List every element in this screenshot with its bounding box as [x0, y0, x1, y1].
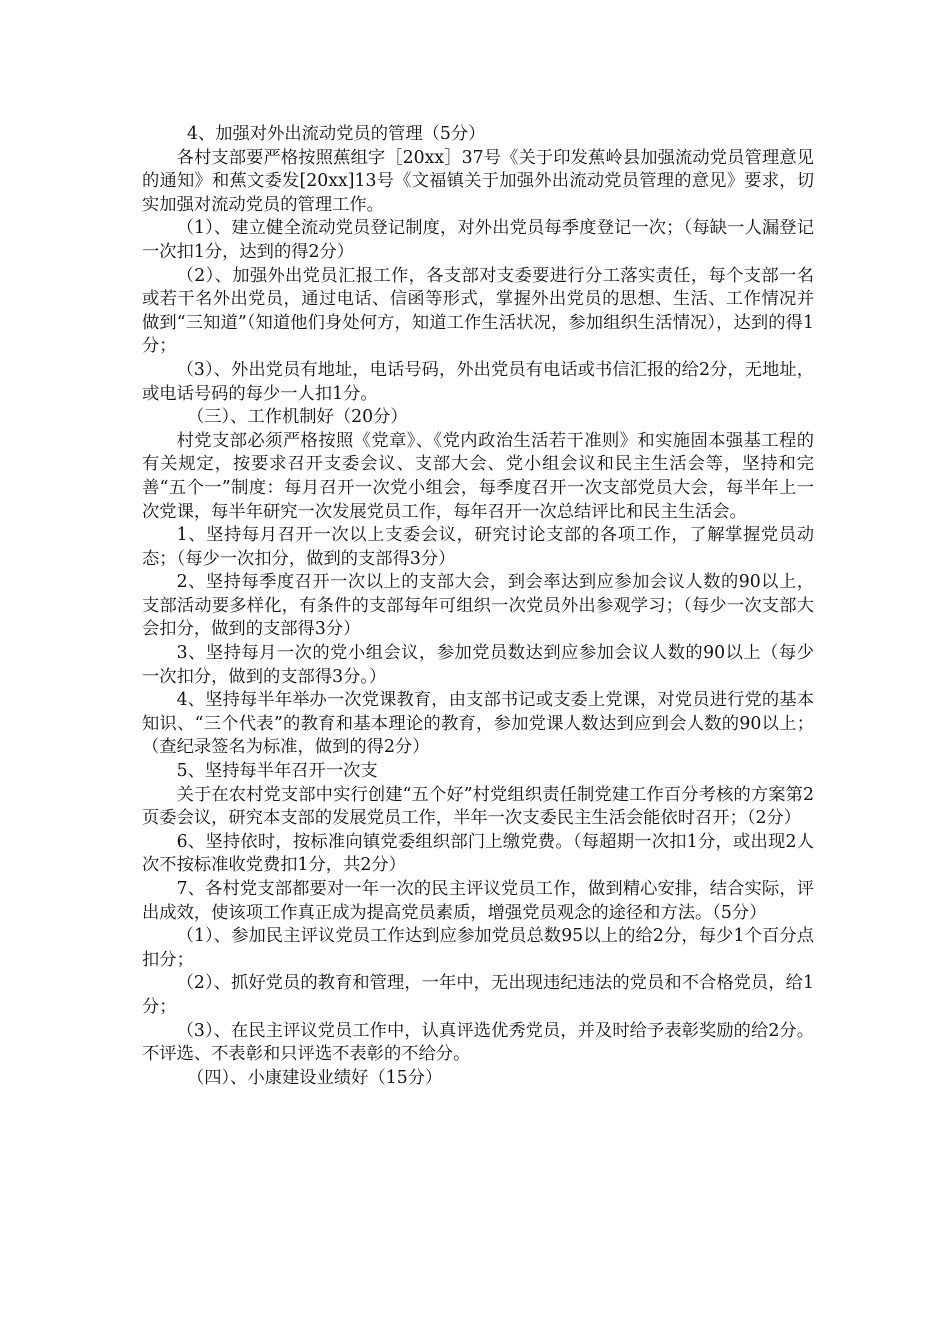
paragraph-item: 4、坚持每半年举办一次党课教育，由支部书记或支委上党课，对党员进行党的基本知识、“三个代表”的教育和基本理论的教育，参加党课人数达到应到会人数的90以上；（查纪录签名为标准，做到的得2分）	[142, 690, 814, 758]
paragraph-item: 1、坚持每月召开一次以上支委会议，研究讨论支部的各项工作，了解掌握党员动态；（每少一次扣分，做到的支部得3分）	[142, 525, 814, 569]
document-page	[142, 123, 814, 1090]
paragraph-body: 村党支部必须严格按照《党章》、《党内政治生活若干准则》和实施固本强基工程的有关规定，按要求召开支委会议、支部大会、党小组会议和民主生活会等，坚持和完善“五个一”制度：每月召开一次党小组会，每季度召开一次支部党员大会，每半年上一次党课，每半年研究一次发展党员工作，每年召开一次总结评比和民主生活会。	[142, 430, 814, 522]
paragraph-item: 2、坚持每季度召开一次以上的支部大会，到会率达到应参加会议人数的90以上，支部活动要多样化，有条件的支部每年可组织一次党员外出参观学习；（每少一次支部大会扣分，做到的支部得3分）	[142, 572, 814, 640]
paragraph-subitem: （1）、参加民主评议党员工作达到应参加党员总数95以上的给2分，每少1个百分点扣分；	[142, 926, 814, 970]
paragraph-item: （3）、外出党员有地址，电话号码，外出党员有电话或书信汇报的给2分，无地址，或电话号码的每少一人扣1分。	[142, 359, 814, 404]
section-heading-outflow-members: 4、加强对外出流动党员的管理（5分）	[186, 124, 486, 144]
paragraph-item: 5、坚持每半年召开一次支	[176, 761, 378, 782]
paragraph-item: 7、各村党支部都要对一年一次的民主评议党员工作，做到精心安排，结合实际，评出成效，使该项工作真正成为提高党员素质，增强党员观念的途径和方法。（5分）	[142, 879, 814, 923]
section-heading-prosperity: （四）、小康建设业绩好（15分）	[186, 1067, 443, 1088]
paragraph-item: 6、坚持依时，按标准向镇党委组织部门上缴党费。（每超期一次扣1分，或出现2人次不按标准收党费扣1分，共2分）	[142, 831, 814, 876]
paragraph-item: （2）、加强外出党员汇报工作，各支部对支委要进行分工落实责任，每个支部一名或若干名外出党员，通过电话、信函等形式，掌握外出党员的思想、生活、工作情况并做到“三知道”（知道他们身处何方，知道工作生活状况，参加组织生活情况），达到的得1分；	[142, 265, 814, 357]
paragraph-body: 各村支部要严格按照蕉组字［20xx］37号《关于印发蕉岭县加强流动党员管理意见的通知》和蕉文委发[20xx]13号《文福镇关于加强外出流动党员管理的意见》要求，切实加强对流动党员的管理工作。	[142, 147, 814, 215]
paragraph-subitem: （3）、在民主评议党员工作中，认真评选优秀党员，并及时给予表彰奖励的给2分。不评选、不表彰和只评选不表彰的不给分。	[142, 1020, 814, 1065]
paragraph-item: 3、坚持每月一次的党小组会议，参加党员数达到应参加会议人数的90以上（每少一次扣分，做到的支部得3分。）	[142, 643, 814, 687]
section-heading-work-mechanism: （三）、工作机制好（20分）	[186, 407, 408, 428]
paragraph-body: 关于在农村党支部中实行创建“五个好”村党组织责任制党建工作百分考核的方案第2页委会议，研究本支部的发展党员工作，半年一次支委民主生活会能依时召开；（2分）	[142, 784, 814, 829]
paragraph-item: （1）、建立健全流动党员登记制度，对外出党员每季度登记一次；（每缺一人漏登记一次扣1分，达到的得2分）	[142, 218, 814, 262]
paragraph-subitem: （2）、抓好党员的教育和管理，一年中，无出现违纪违法的党员和不合格党员，给1分；	[142, 973, 814, 1017]
